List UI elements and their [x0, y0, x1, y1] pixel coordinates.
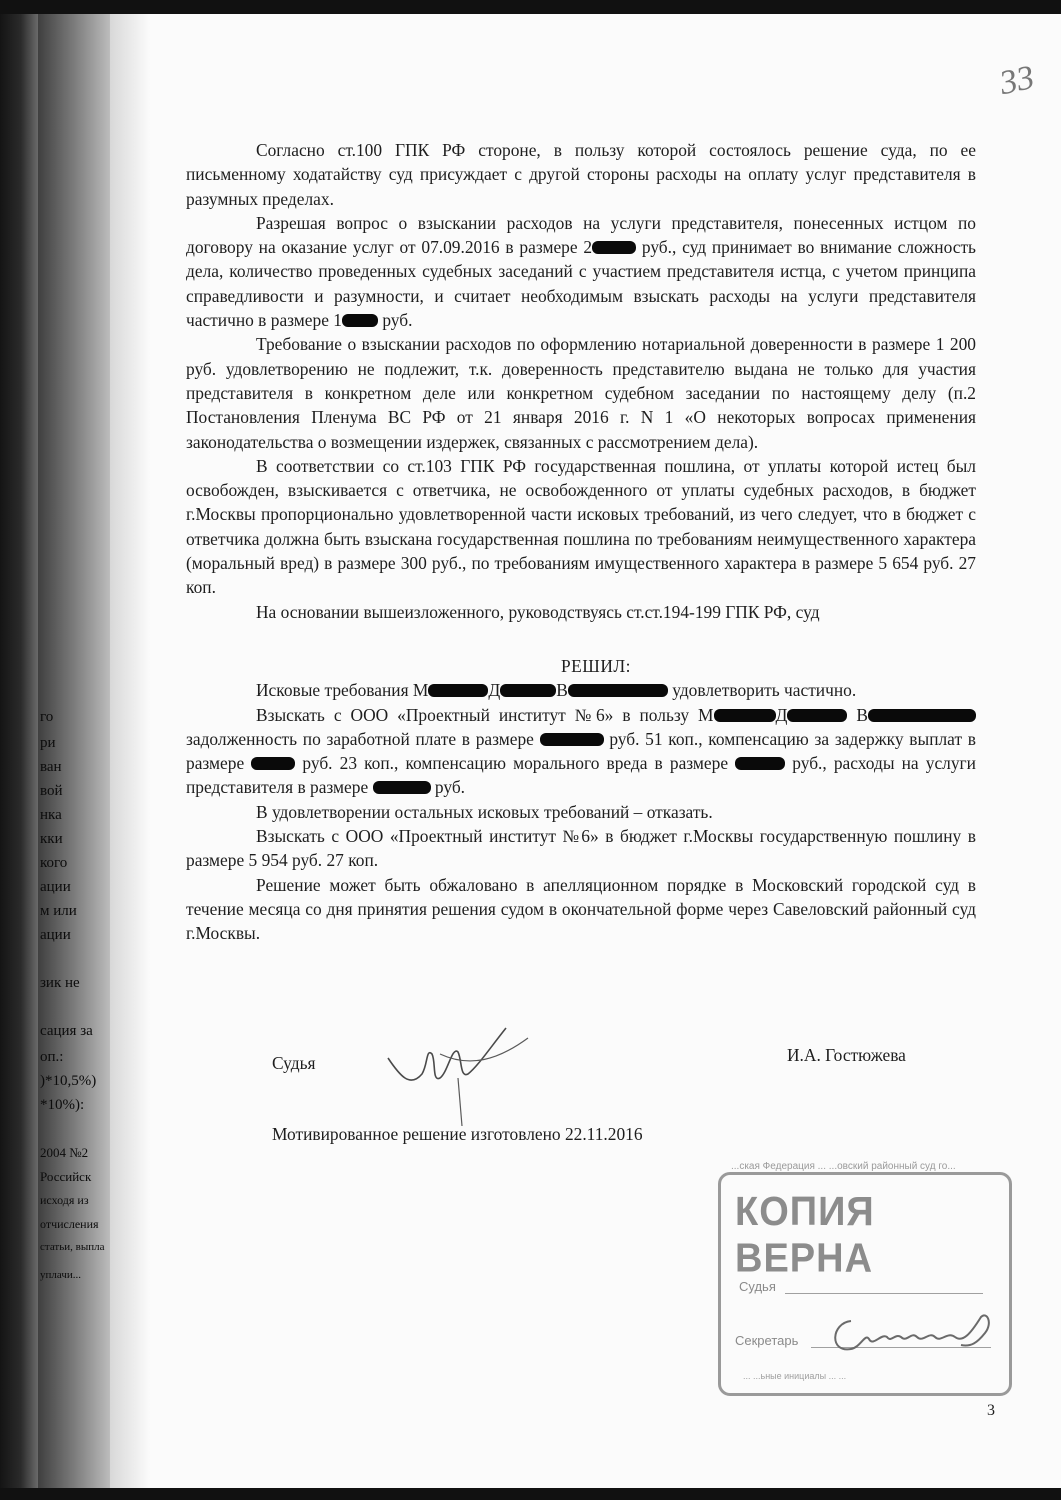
- redaction-mark: [428, 684, 488, 697]
- underlying-fragment: )*10,5%): [40, 1073, 97, 1089]
- underlying-fragment: зик не: [40, 975, 80, 991]
- redaction-mark: [787, 709, 847, 722]
- stamp-title: КОПИЯ ВЕРНА: [735, 1189, 875, 1282]
- underlying-fragment: сация за: [40, 1023, 93, 1039]
- ruling-heading: РЕШИЛ:: [560, 655, 632, 676]
- stamp-secretary-label: Секретарь: [735, 1333, 799, 1348]
- underlying-fragment: нка: [40, 807, 62, 823]
- paragraph: Согласно ст.100 ГПК РФ стороне, в пользу которой состоялось решение суда, по ее письменному ходатайству суд присуждает с другой стороны расходы на оплату услуг представителя в разумных пределах.: [186, 140, 976, 209]
- ruling-text: руб., расходы на услуги представителя в размере: [186, 753, 976, 798]
- underlying-fragment: Российск: [40, 1169, 92, 1184]
- ruling-text: руб.: [430, 777, 466, 798]
- ruling-paragraph: В удовлетворении остальных исковых требований – отказать.: [256, 801, 713, 822]
- underlying-fragment: ри: [40, 735, 56, 751]
- underlying-fragment: вой: [40, 783, 63, 799]
- ruling-text: задолженность по заработной плате в размере: [186, 728, 540, 749]
- page-curl-shadow: [110, 14, 150, 1488]
- underlying-fragment: ации: [40, 927, 71, 943]
- secretary-signature: [821, 1303, 1001, 1363]
- signature-name: И.А. Гостюжева: [787, 1045, 906, 1065]
- handwritten-page-number: 33: [996, 58, 1038, 103]
- underlying-fragment: статьи, выпла: [40, 1241, 105, 1253]
- paragraph: [186, 211, 976, 332]
- redaction-mark: [342, 314, 378, 327]
- motivated-decision-date: Мотивированное решение изготовлено 22.11.2016: [272, 1124, 643, 1144]
- scan-edge-bottom: [0, 1488, 1061, 1500]
- redaction-mark: [500, 684, 556, 697]
- ruling-paragraph: [186, 678, 976, 702]
- paragraph-text: руб., суд принимает во внимание сложность дела, количество проведенных судебных заседаний с участием представителя истца, с учетом принципа справедливости и разумности, и считает необходимым взыскать расходы на услуги представителя частично в размере 1: [186, 237, 976, 331]
- ruling-paragraph: [186, 703, 976, 800]
- redaction-mark: [251, 757, 295, 770]
- book-spine-shadow: [0, 14, 38, 1488]
- redaction-mark: [868, 709, 976, 722]
- redaction-mark: [540, 733, 604, 746]
- document-body: [186, 138, 976, 946]
- underlying-fragment: отчисления: [40, 1217, 99, 1231]
- ruling-text: руб. 23 коп., компенсацию морального вреда в размере: [295, 753, 736, 774]
- paragraph-text: Разрешая вопрос о взыскании расходов на услуги представителя, понесенных истцом по договору на оказание услуг от 07.09.2016 в размере 2: [186, 212, 976, 258]
- paragraph: В соответствии со ст.103 ГПК РФ государственная пошлина, от уплаты которой истец был освобожден, взыскивается с ответчика, не освобожденного от уплаты судебных расходов, в бюджет г.Москвы пропорционально удовлетворенной части исковых требований, из чего следует, что в бюджет с ответчика должна быть взыскана государственная пошлина по требованиям неимущественного характера (моральный вред) в размере 300 руб., по требованиям имущественного характера в размере 5 654 руб. 27 коп.: [186, 455, 976, 598]
- stamp-bottom-text: ... ...ьные инициалы ... ...: [743, 1371, 847, 1381]
- ruling-text: Исковые требования М: [256, 680, 429, 701]
- paragraph-text: руб.: [377, 310, 413, 331]
- underlying-fragment: 2004 №2: [40, 1145, 89, 1160]
- redaction-mark: [714, 709, 776, 722]
- stamp-top-text: ...ская Федерация ... ...овский районный суд го...: [731, 1161, 997, 1172]
- ruling-text: Д: [488, 680, 501, 701]
- redaction-mark: [568, 684, 668, 697]
- ruling-paragraph: Решение может быть обжаловано в апелляционном порядке в Московский городской суд в течение месяца со дня принятия решения судом в окончательной форме через Савеловский районный суд г.Москвы.: [186, 874, 976, 944]
- copy-certified-stamp: [718, 1161, 1012, 1396]
- paragraph: Требование о взыскании расходов по оформлению нотариальной доверенности в размере 1 200 руб. удовлетворению не подлежит, т.к. доверенность представителю выдана не только для участия представителя в конкретном деле или конкретном судебном заседании по настоящему делу (п.2 Постановления Пленума ВС РФ от 21 января 2016 г. N 1 «О некоторых вопросах применения законодательства о возмещении издержек, связанных с рассмотрением дела).: [186, 334, 976, 452]
- ruling-text: В: [556, 680, 568, 701]
- page-number: 3: [987, 1402, 995, 1419]
- underlying-fragment: кки: [40, 831, 63, 847]
- underlying-fragment: исходя из: [40, 1193, 89, 1207]
- ruling-text: Взыскать с ООО «Проектный институт №6» в пользу М: [256, 704, 714, 725]
- ruling-text: В: [856, 704, 868, 725]
- ruling-text: удовлетворить частично.: [667, 680, 857, 701]
- underlying-fragment: уплачи...: [40, 1269, 81, 1281]
- signature-block: [272, 1045, 942, 1085]
- underlying-fragment: *10%):: [40, 1097, 85, 1113]
- underlying-fragment: м или: [40, 903, 77, 919]
- paragraph: На основании вышеизложенного, руководствуясь ст.ст.194-199 ГПК РФ, суд: [256, 601, 820, 622]
- redaction-mark: [735, 757, 785, 770]
- underlying-fragment: кого: [40, 855, 68, 871]
- stamp-judge-label: Судья: [739, 1279, 776, 1294]
- ruling-text: Д: [775, 704, 788, 725]
- underlying-fragment: го: [40, 709, 54, 725]
- underlying-fragment: ации: [40, 879, 71, 895]
- signature-role: Судья: [272, 1053, 316, 1073]
- stamp-judge-line: [785, 1293, 983, 1294]
- redaction-mark: [592, 241, 636, 254]
- ruling-text: руб. 51 коп., компенсацию за задержку выплат в размере: [186, 728, 976, 774]
- scan-edge-top: [0, 0, 1061, 14]
- underlying-fragment: ван: [40, 759, 62, 775]
- redaction-mark: [373, 781, 431, 794]
- ruling-paragraph: Взыскать с ООО «Проектный институт №6» в бюджет г.Москвы государственную пошлину в размере 5 954 руб. 27 коп.: [186, 826, 976, 871]
- underlying-fragment: оп.:: [40, 1049, 64, 1065]
